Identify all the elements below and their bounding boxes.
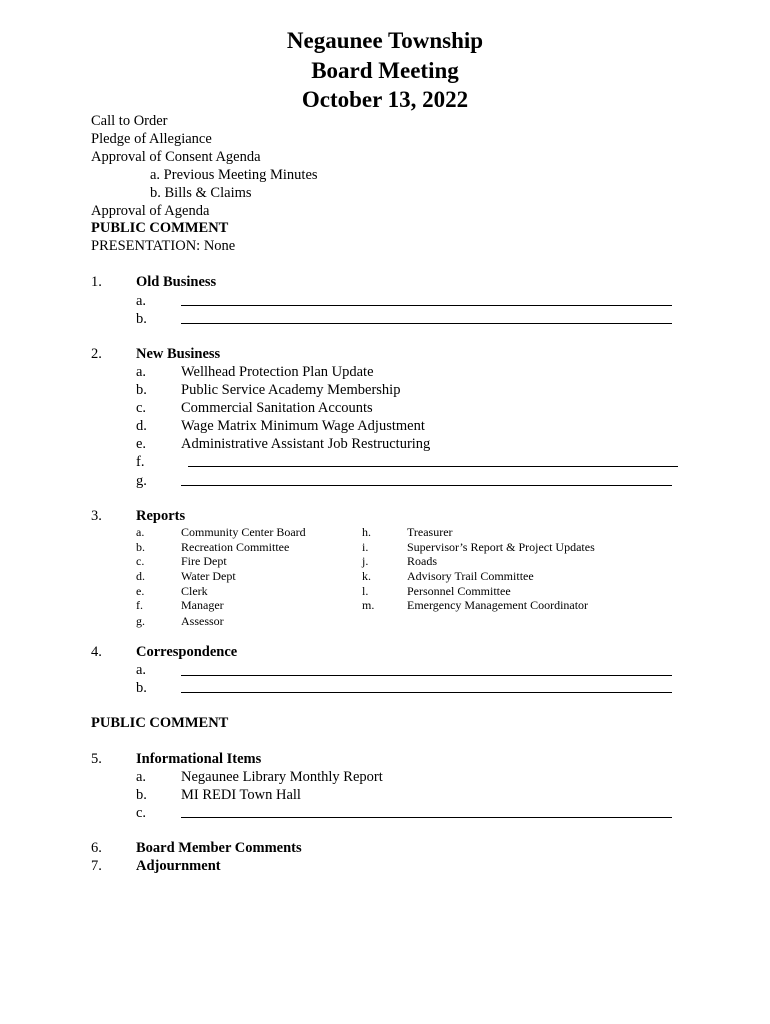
- list-item: Fire Dept: [181, 554, 227, 568]
- list-letter: l.: [362, 584, 369, 598]
- section-number: 7.: [91, 858, 102, 874]
- title-township: Negaunee Township: [286, 28, 484, 53]
- list-letter: e.: [136, 436, 147, 452]
- list-letter: d.: [136, 418, 147, 434]
- list-letter: a.: [136, 293, 147, 309]
- blank-line: [181, 305, 672, 306]
- blank-line: [181, 817, 672, 818]
- list-letter: f.: [136, 598, 143, 612]
- section-number: 6.: [91, 840, 102, 856]
- list-item: Public Service Academy Membership: [181, 382, 401, 398]
- list-letter: c.: [136, 805, 147, 821]
- list-item: Personnel Committee: [407, 584, 511, 598]
- list-letter: k.: [362, 569, 371, 583]
- section-number: 5.: [91, 751, 102, 767]
- call-to-order: Call to Order: [91, 113, 168, 129]
- blank-line: [181, 323, 672, 324]
- list-letter: j.: [362, 554, 369, 568]
- list-letter: b.: [136, 787, 147, 803]
- list-letter: c.: [136, 554, 145, 568]
- list-item: Roads: [407, 554, 437, 568]
- informational-heading: Informational Items: [136, 751, 262, 767]
- correspondence-heading: Correspondence: [136, 644, 238, 660]
- list-item: Administrative Assistant Job Restructuring: [181, 436, 431, 452]
- document-title: [0, 26, 770, 115]
- section-number: 2.: [91, 346, 102, 362]
- consent-agenda: Approval of Consent Agenda: [91, 148, 261, 165]
- list-item: Emergency Management Coordinator: [407, 598, 589, 612]
- consent-item-bills: b. Bills & Claims: [150, 184, 252, 201]
- approval-of-agenda: Approval of Agenda: [91, 202, 210, 219]
- list-letter: b.: [136, 540, 145, 554]
- list-item: Treasurer: [407, 525, 453, 539]
- list-item: Advisory Trail Committee: [407, 569, 534, 583]
- blank-line: [181, 692, 672, 693]
- list-letter: d.: [136, 569, 145, 583]
- list-item: Supervisor’s Report & Project Updates: [407, 540, 595, 554]
- list-item: Commercial Sanitation Accounts: [181, 400, 373, 416]
- list-letter: a.: [136, 364, 147, 380]
- list-letter: g.: [136, 473, 147, 489]
- list-letter: f.: [136, 454, 145, 470]
- board-member-comments-heading: Board Member Comments: [136, 840, 302, 856]
- title-date: October 13, 2022: [301, 87, 469, 112]
- adjournment-heading: Adjournment: [136, 858, 221, 874]
- section-number: 1.: [91, 274, 102, 290]
- list-item: Wage Matrix Minimum Wage Adjustment: [181, 418, 425, 434]
- list-item: Negaunee Library Monthly Report: [181, 769, 383, 785]
- blank-line: [181, 675, 672, 676]
- new-business-heading: New Business: [136, 346, 221, 362]
- list-item: Manager: [181, 598, 224, 612]
- list-item: Clerk: [181, 584, 208, 598]
- title-meeting: Board Meeting: [311, 57, 459, 83]
- consent-item-minutes: a. Previous Meeting Minutes: [150, 166, 318, 183]
- list-letter: b.: [136, 382, 147, 398]
- section-number: 4.: [91, 644, 102, 660]
- public-comment-heading: PUBLIC COMMENT: [91, 715, 229, 731]
- list-item: MI REDI Town Hall: [181, 787, 301, 803]
- list-letter: b.: [136, 311, 147, 327]
- list-letter: h.: [362, 525, 371, 539]
- list-letter: a.: [136, 769, 147, 785]
- list-item: Community Center Board: [181, 525, 306, 539]
- list-letter: e.: [136, 584, 145, 598]
- pledge: Pledge of Allegiance: [91, 130, 212, 147]
- list-item: Water Dept: [181, 569, 236, 583]
- list-item: Recreation Committee: [181, 540, 290, 554]
- old-business-heading: Old Business: [136, 274, 217, 290]
- list-letter: a.: [136, 662, 147, 678]
- list-letter: i.: [362, 540, 369, 554]
- blank-line: [181, 485, 672, 486]
- section-number: 3.: [91, 508, 102, 524]
- list-letter: c.: [136, 400, 147, 416]
- list-letter: b.: [136, 680, 147, 696]
- list-letter: m.: [362, 598, 375, 612]
- presentation-line: PRESENTATION: None: [91, 238, 236, 255]
- blank-line: [188, 466, 678, 467]
- preamble-list: [91, 113, 318, 256]
- list-letter: g.: [136, 614, 145, 628]
- reports-heading: Reports: [136, 508, 186, 524]
- list-item: Assessor: [181, 614, 224, 628]
- list-letter: a.: [136, 525, 145, 539]
- list-item: Wellhead Protection Plan Update: [181, 364, 374, 380]
- public-comment-heading: PUBLIC COMMENT: [91, 220, 229, 237]
